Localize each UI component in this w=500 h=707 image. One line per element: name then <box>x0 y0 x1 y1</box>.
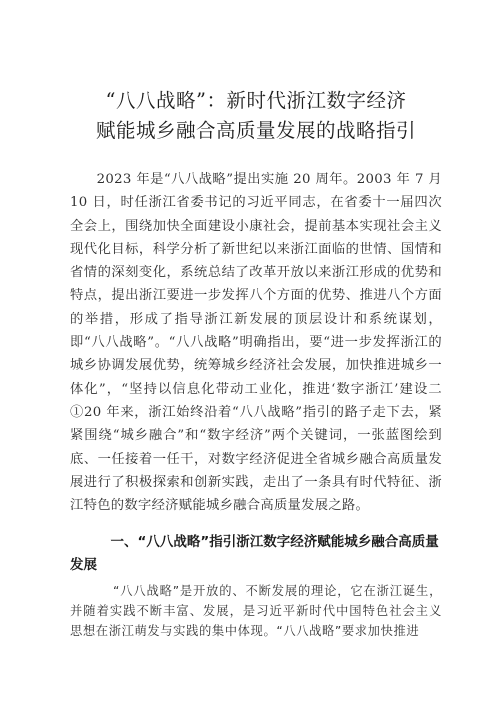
document-title <box>70 86 442 146</box>
section-heading-1: 一、“八八战略”指引浙江数字经济赋能城乡融合高质量发展 <box>70 533 439 573</box>
body-paragraph-1: 2023 年是“八八战略”提出实施 20 周年。2003 年 7 月 10 日，时任浙江省委书记的习近平同志，在省委十一届四次全会上，围绕加快全面建设小康社会，提前基本实现社会主义现代化目标，科学分析了新世纪以来浙江面临的世情、国情和省情的深刻变化，系统总结了改革开放以来浙江形成的优势和特点，提出浙江要进一步发挥八个方面的优势、推进八个方面的举措，形成了指导浙江新发展的顶层设计和系统谋划，即“八八战略”。“八八战略”明确指出，要“进一步发挥浙江的城乡协调发展优势，统筹城乡经济社会发展，加快推进城乡一体化”，“坚持以信息化带动工业化，推进‘数字浙江’建设二①20 年来，浙江始终沿着“八八战略”指引的路子走下去，紧紧围绕“城乡融合”和“数字经济”两个关键词，一张蓝图绘到底、一任接着一任干，对数字经济促进全省城乡融合高质量发展进行了积极探索和创新实践，走出了一条具有时代特征、浙江特色的数字经济赋能城乡融合高质量发展之路。 <box>70 172 442 514</box>
title-line-2: 赋能城乡融合高质量发展的战略指引 <box>95 119 416 142</box>
title-line-1: “八八战略”：新时代浙江数字经济 <box>105 89 407 112</box>
body-paragraph-2: “八八战略”是开放的、不断发展的理论，它在浙江诞生，并随着实践不断丰富、发展，是习近平新时代中国特色社会主义思想在浙江萌发与实践的集中体现。“八八战略”要求加快推进 <box>70 583 442 638</box>
